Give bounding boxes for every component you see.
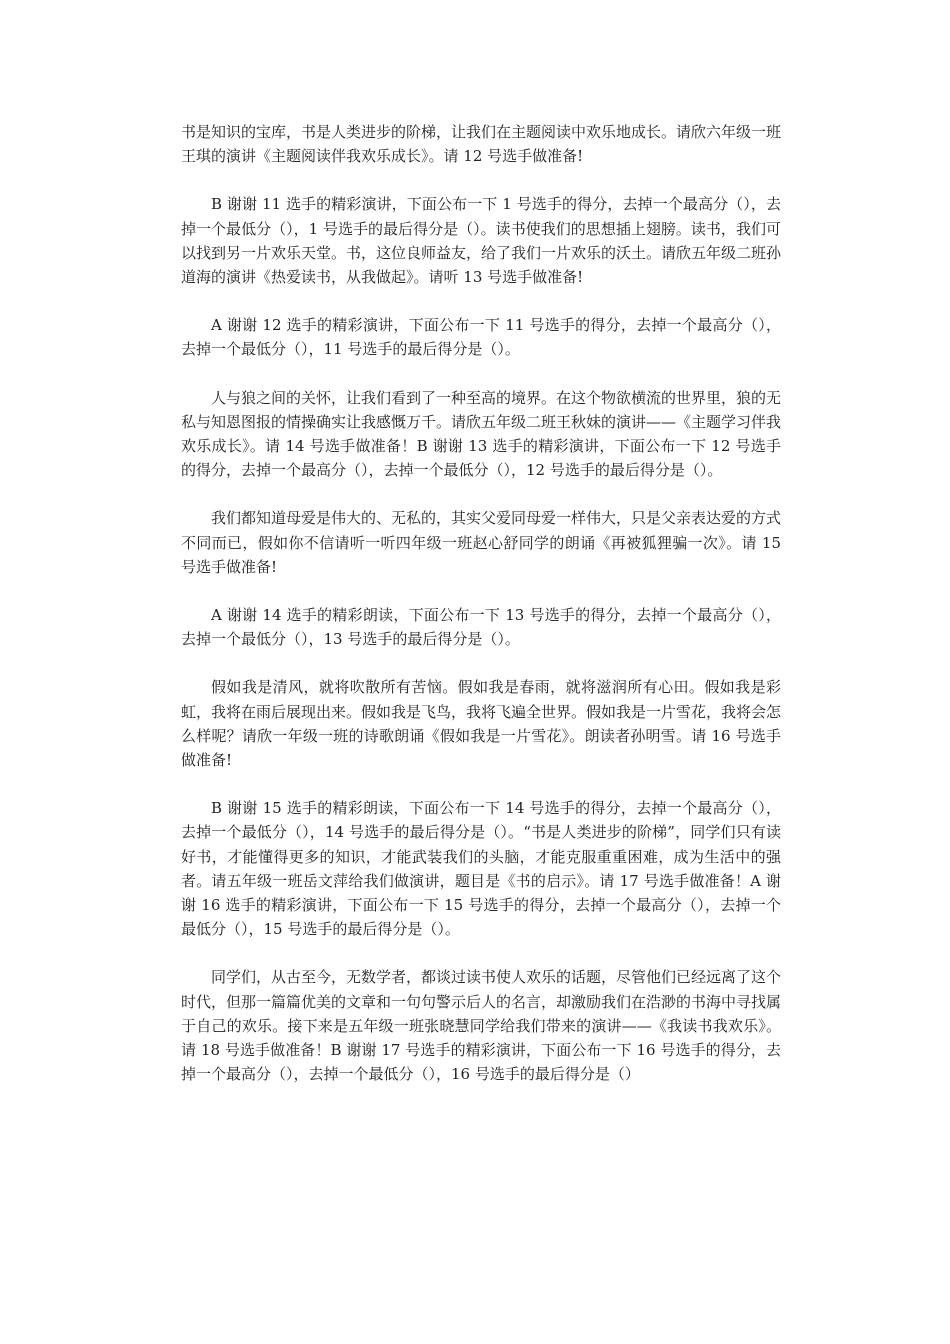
- paragraph-score-11: A 谢谢 12 选手的精彩演讲，下面公布一下 11 号选手的得分，去掉一个最高分（），去掉一个最低分（），11 号选手的最后得分是（）。: [181, 316, 781, 359]
- paragraph-score-1: B 谢谢 11 选手的精彩演讲，下面公布一下 1 号选手的得分，去掉一个最高分（），去掉一个最低分（），1 号选手的最后得分是（）。读书使我们的思想插上翅膀。读书，我们可以找到另一片欢乐天堂。书，这位良师益友，给了我们一片欢乐的沃土。请欣五年级二班孙道海的演讲《热爱读书，从我做起》。请听 13 号选手做准备!: [181, 195, 782, 287]
- paragraph-intro-speech-18: 同学们，从古至今，无数学者，都谈过读书使人欢乐的话题，尽管他们已经远离了这个时代，但那一篇篇优美的文章和一句句警示后人的名言，却激励我们在浩渺的书海中寻找属于自己的欢乐。接下来是五年级一班张晓慧同学给我们带来的演讲——《我读书我欢乐》。请 18 号选手做准备！B 谢谢 17 号选手的精彩演讲，下面公布一下 16 号选手的得分，去掉一个最高分（），去掉一个最低分（），16 号选手的最后得分是（）: [181, 968, 782, 1084]
- paragraph-intro-speech-12: 书是知识的宝库，书是人类进步的阶梯，让我们在主题阅读中欢乐地成长。请欣六年级一班王琪的演讲《主题阅读伴我欢乐成长》。请 12 号选手做准备!: [181, 123, 782, 166]
- paragraph-intro-poem-16: 假如我是清风，就将吹散所有苦恼。假如我是春雨，就将滋润所有心田。假如我是彩虹，我将在雨后展现出来。假如我是飞鸟，我将飞遍全世界。假如我是一片雪花，我将会怎么样呢？请欣一年级一班的诗歌朗诵《假如我是一片雪花》。朗读者孙明雪。请 16 号选手做准备!: [181, 678, 782, 770]
- paragraph-score-13: A 谢谢 14 选手的精彩朗读，下面公布一下 13 号选手的得分，去掉一个最高分（），去掉一个最低分（），13 号选手的最后得分是（）。: [181, 606, 781, 649]
- paragraph-intro-speech-14: 人与狼之间的关怀，让我们看到了一种至高的境界。在这个物欲横流的世界里，狼的无私与知恩图报的情操确实让我感慨万千。请欣五年级二班王秋妹的演讲——《主题学习伴我欢乐成长》。请 14 号选手做准备！B 谢谢 13 选手的精彩演讲，下面公布一下 12 号选手的得分，去掉一个最高分（），去掉一个最低分（），12 号选手的最后得分是（）。: [181, 388, 782, 480]
- document-body: [181, 120, 781, 1111]
- paragraph-score-14-15: B 谢谢 15 选手的精彩朗读，下面公布一下 14 号选手的得分，去掉一个最高分（），去掉一个最低分（），14 号选手的最后得分是（）。“书是人类进步的阶梯”，同学们只有读好书，才能懂得更多的知识，才能武装我们的头脑，才能克服重重困难，成为生活中的强者。请五年级一班岳文萍给我们做演讲，题目是《书的启示》。请 17 号选手做准备！A 谢谢 16 选手的精彩演讲，下面公布一下 15 号选手的得分，去掉一个最高分（），去掉一个最低分（），15 号选手的最后得分是（）。: [181, 799, 781, 939]
- paragraph-intro-reading-15: 我们都知道母爱是伟大的、无私的，其实父爱同母爱一样伟大，只是父亲表达爱的方式不同而已，假如你不信请听一听四年级一班赵心舒同学的朗诵《再被狐狸骗一次》。请 15 号选手做准备!: [181, 509, 782, 576]
